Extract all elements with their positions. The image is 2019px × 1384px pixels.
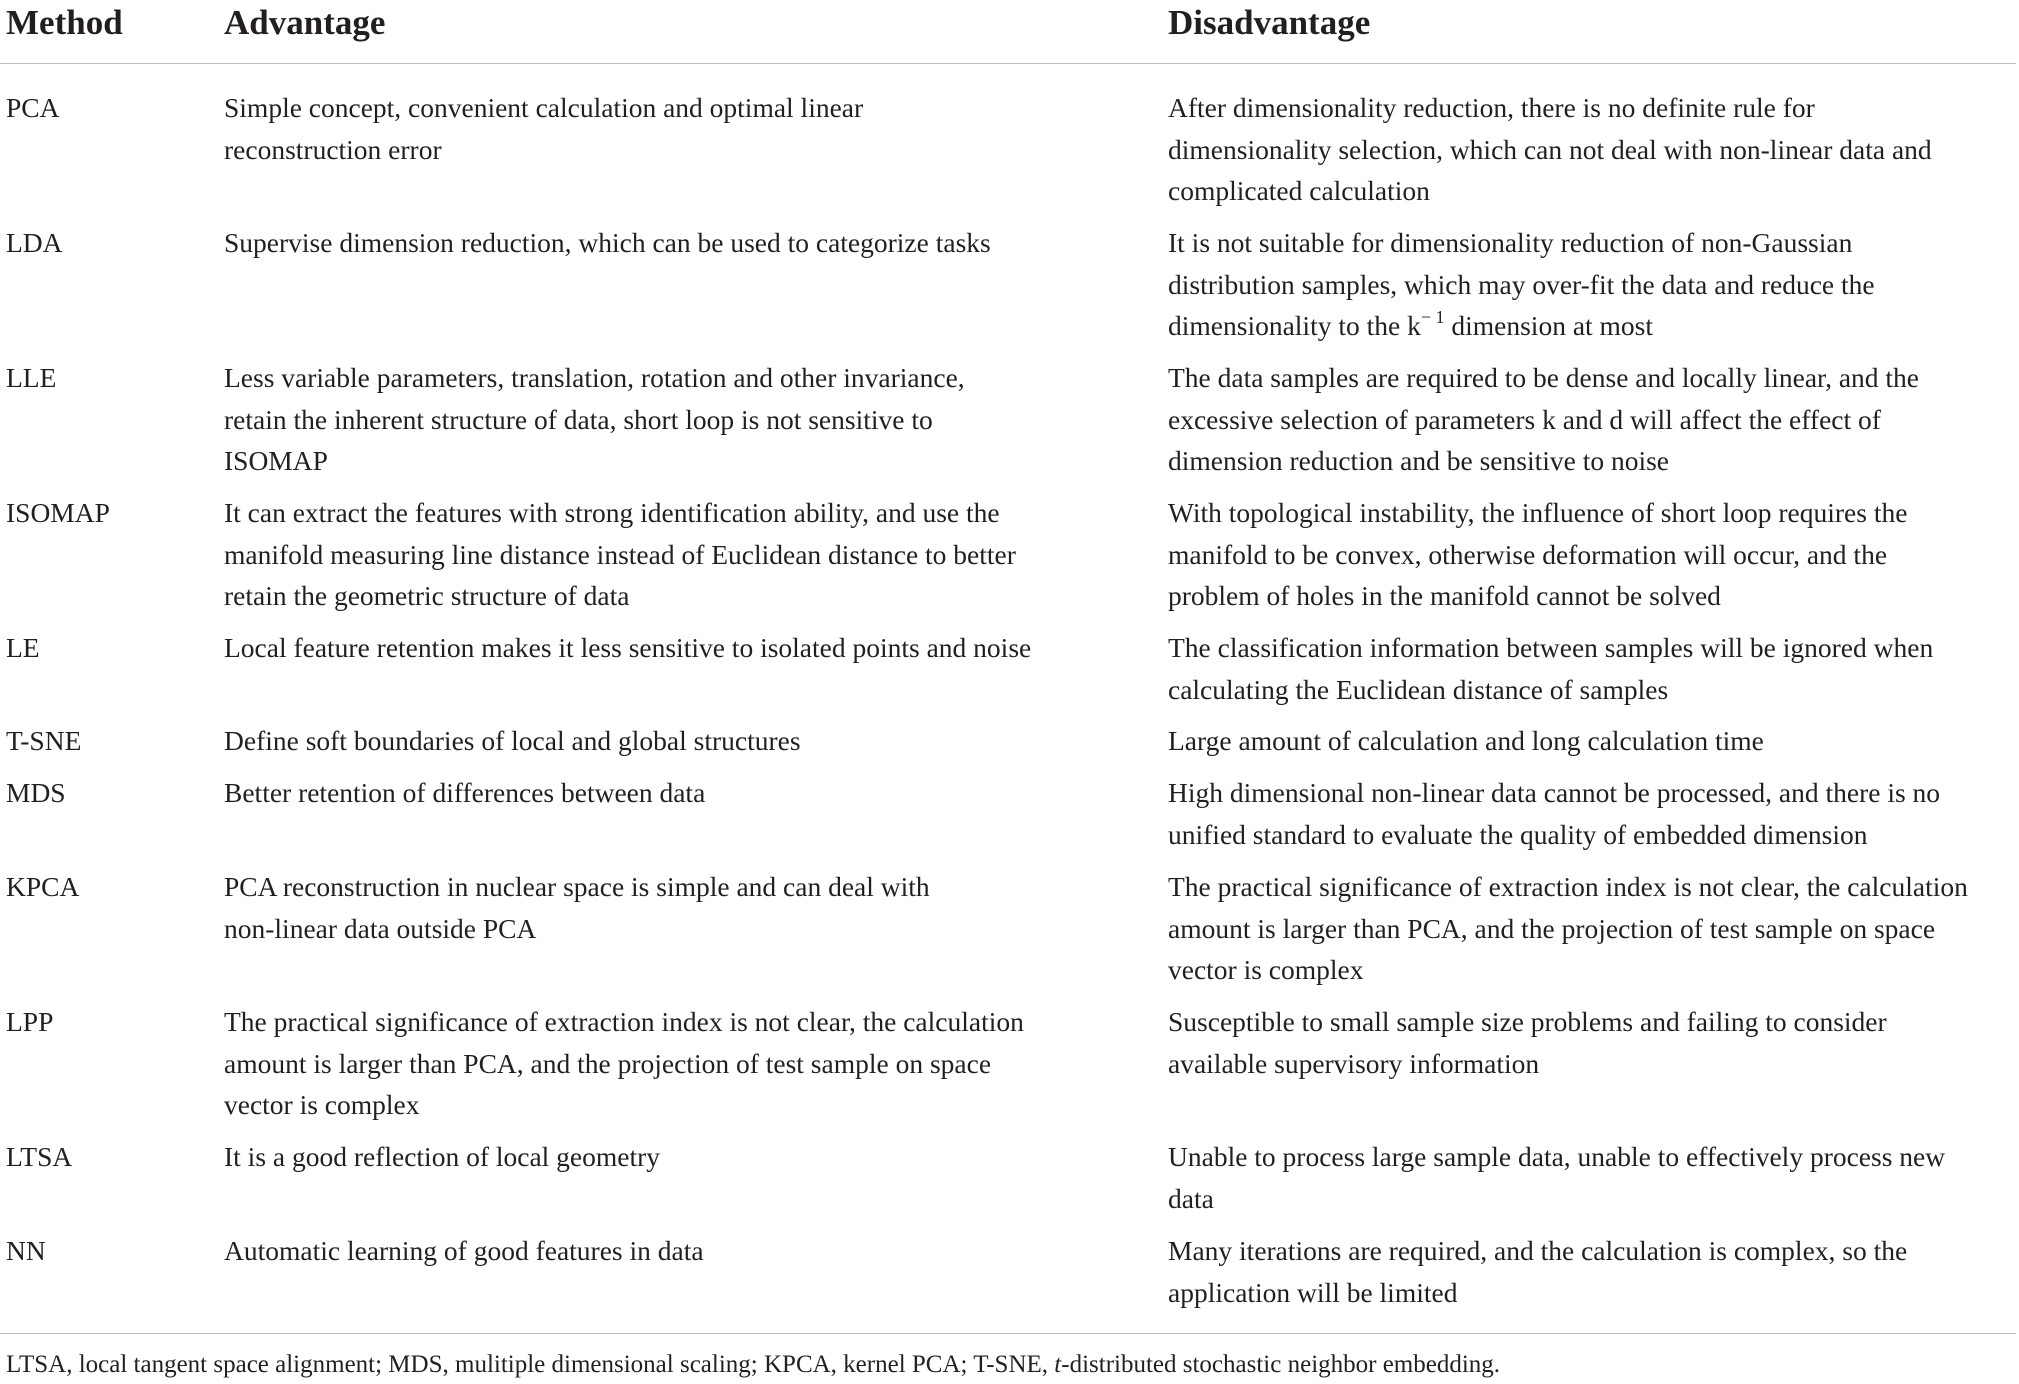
footer-divider (0, 1333, 2016, 1334)
disadvantage-line: Unable to process large sample data, unable to effectively process new (1168, 1141, 1946, 1172)
advantage-line: vector is complex (224, 1089, 420, 1120)
header-divider (0, 63, 2016, 64)
disadvantage-line: problem of holes in the manifold cannot be solved (1168, 580, 1721, 611)
advantage-cell (224, 87, 1094, 170)
disadvantage-cell (1168, 866, 2013, 991)
footnote-text: -distributed stochastic neighbor embedding. (1061, 1351, 1501, 1378)
advantage-cell (224, 1001, 1094, 1126)
disadvantage-line: After dimensionality reduction, there is no definite rule for (1168, 92, 1815, 123)
table-header (0, 0, 2019, 48)
footnote-text: LTSA, local tangent space alignment; MDS, mulitiple dimensional scaling; KPCA, kernel PCA; T-SNE, (6, 1351, 1055, 1378)
disadvantage-text: dimensionality to the k (1168, 310, 1421, 341)
disadvantage-cell (1168, 1136, 2013, 1219)
disadvantage-line: dimensionality selection, which can not deal with non-linear data and (1168, 133, 1932, 165)
disadvantage-text: dimension at most (1444, 310, 1654, 341)
advantage-line: retain the geometric structure of data (224, 580, 630, 611)
footnote-italic: t (1054, 1351, 1062, 1378)
disadvantage-line: Susceptible to small sample size problems and failing to consider (1168, 1006, 1887, 1037)
method-cell: MDS (6, 777, 66, 808)
disadvantage-cell (1168, 627, 2013, 710)
disadvantage-line: dimension reduction and be sensitive to noise (1168, 445, 1670, 476)
advantage-cell (224, 627, 1094, 669)
disadvantage-line (1168, 305, 2013, 347)
advantage-line: The practical significance of extraction index is not clear, the calculation (224, 1006, 1024, 1037)
advantage-cell (224, 492, 1094, 617)
advantage-line: It is a good reflection of local geometry (224, 1141, 661, 1172)
method-cell: LPP (6, 1006, 54, 1037)
advantage-line: Local feature retention makes it less sensitive to isolated points and noise (224, 632, 1032, 663)
advantage-line: reconstruction error (224, 133, 442, 165)
method-cell: ISOMAP (6, 497, 110, 528)
method-cell: LE (6, 632, 40, 663)
disadvantage-line: calculating the Euclidean distance of samples (1168, 673, 1669, 705)
advantage-line: ISOMAP (224, 445, 328, 476)
disadvantage-line: With topological instability, the influence of short loop requires the (1168, 497, 1908, 528)
disadvantage-line: available supervisory information (1168, 1047, 1540, 1079)
method-cell: NN (6, 1235, 46, 1266)
disadvantage-line: application will be limited (1168, 1276, 1458, 1308)
disadvantage-cell (1168, 87, 2013, 212)
disadvantage-line: High dimensional non-linear data cannot be processed, and there is no (1168, 777, 1941, 808)
table-footnote (6, 1347, 2011, 1383)
disadvantage-cell (1168, 720, 2013, 762)
disadvantage-line: data (1168, 1182, 1214, 1214)
superscript: − 1 (1420, 306, 1445, 327)
advantage-line: amount is larger than PCA, and the projection of test sample on space (224, 1047, 992, 1079)
disadvantage-line: distribution samples, which may over-fit the data and reduce the (1168, 268, 1875, 300)
disadvantage-line: The classification information between samples will be ignored when (1168, 632, 1934, 663)
disadvantage-line: manifold to be convex, otherwise deformation will occur, and the (1168, 538, 1888, 570)
header-method: Method (6, 3, 123, 42)
advantage-line: Simple concept, convenient calculation and optimal linear (224, 92, 864, 123)
method-cell: KPCA (6, 871, 80, 902)
disadvantage-line: The data samples are required to be dense and locally linear, and the (1168, 362, 1920, 393)
method-cell: T-SNE (6, 725, 82, 756)
method-cell: LLE (6, 362, 57, 393)
disadvantage-line: complicated calculation (1168, 175, 1430, 206)
method-cell: LDA (6, 227, 63, 258)
advantage-line: Supervise dimension reduction, which can be used to categorize tasks (224, 227, 991, 258)
method-cell: LTSA (6, 1141, 73, 1172)
advantage-line: Define soft boundaries of local and global structures (224, 725, 801, 756)
disadvantage-line: The practical significance of extraction index is not clear, the calculation (1168, 871, 1968, 902)
disadvantage-line: amount is larger than PCA, and the projection of test sample on space (1168, 912, 1936, 944)
advantage-line: manifold measuring line distance instead of Euclidean distance to better (224, 538, 1016, 570)
disadvantage-cell (1168, 1230, 2013, 1313)
disadvantage-line: excessive selection of parameters k and d will affect the effect of (1168, 403, 1881, 435)
advantage-line: retain the inherent structure of data, short loop is not sensitive to (224, 403, 933, 435)
advantage-cell (224, 866, 1094, 949)
advantage-line: Better retention of differences between data (224, 777, 706, 808)
disadvantage-line: vector is complex (1168, 954, 1364, 985)
advantage-line: It can extract the features with strong identification ability, and use the (224, 497, 1000, 528)
disadvantage-cell (1168, 492, 2013, 617)
advantage-cell (224, 1230, 1094, 1272)
header-advantage: Advantage (224, 3, 386, 42)
advantage-line: PCA reconstruction in nuclear space is simple and can deal with (224, 871, 930, 902)
advantage-cell (224, 1136, 1094, 1178)
advantage-cell (224, 772, 1094, 814)
advantage-line: Automatic learning of good features in data (224, 1235, 704, 1266)
header-disadvantage: Disadvantage (1168, 3, 1371, 42)
disadvantage-line: unified standard to evaluate the quality of embedded dimension (1168, 818, 1868, 850)
advantage-line: Less variable parameters, translation, rotation and other invariance, (224, 362, 965, 393)
disadvantage-cell (1168, 772, 2013, 855)
method-cell: PCA (6, 92, 60, 123)
advantage-cell (224, 357, 1094, 482)
disadvantage-line: It is not suitable for dimensionality reduction of non-Gaussian (1168, 227, 1853, 258)
advantage-cell (224, 720, 1094, 762)
advantage-cell (224, 222, 1094, 264)
disadvantage-cell (1168, 222, 2013, 347)
advantage-line: non-linear data outside PCA (224, 912, 537, 944)
disadvantage-line: Many iterations are required, and the calculation is complex, so the (1168, 1235, 1908, 1266)
disadvantage-cell (1168, 1001, 2013, 1084)
disadvantage-cell (1168, 357, 2013, 482)
disadvantage-line: Large amount of calculation and long calculation time (1168, 725, 1764, 756)
